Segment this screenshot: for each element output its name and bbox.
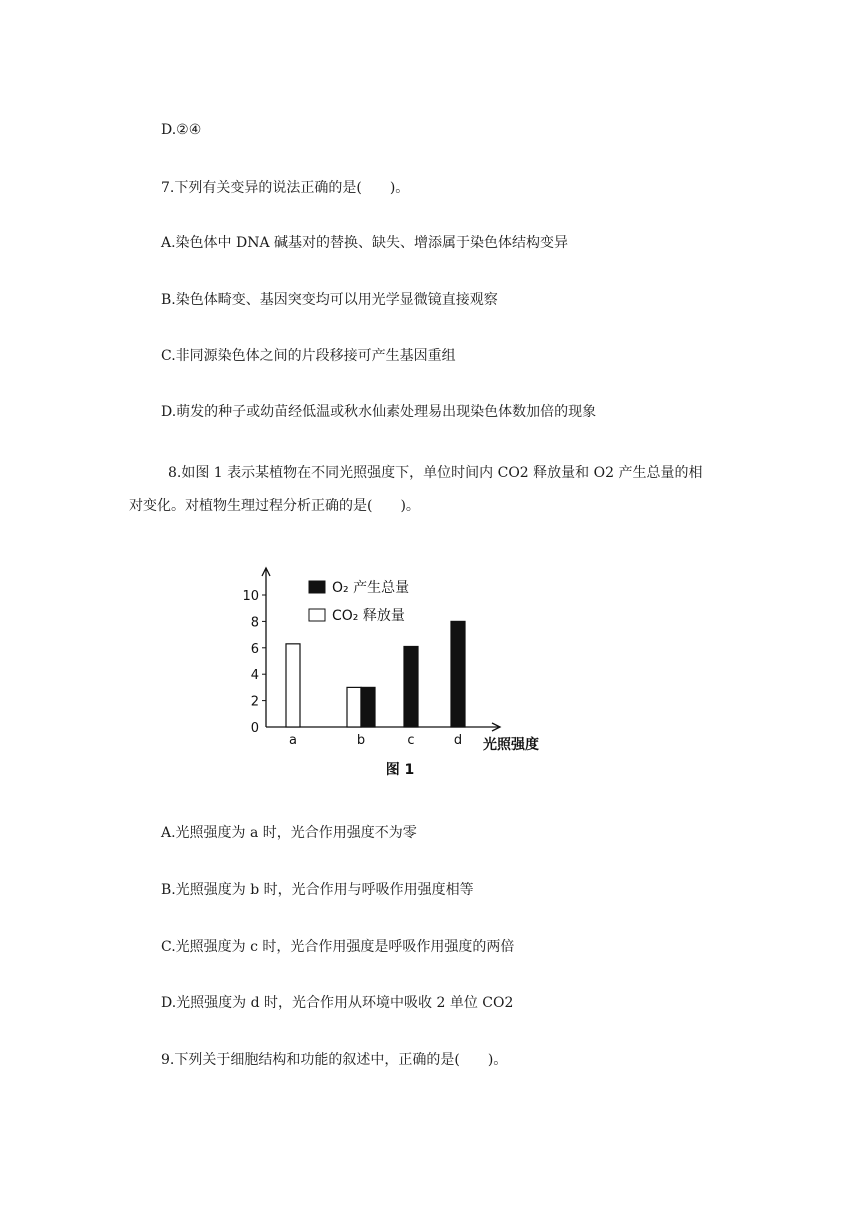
x-tick-label: b: [356, 733, 366, 748]
y-tick-label: 8: [250, 615, 259, 631]
x-tick-label: a: [289, 733, 297, 748]
question-8-option-d: D.光照强度为 d 时，光合作用从环境中吸收 2 单位 CO2: [161, 995, 514, 1011]
bar-co2-a: [286, 644, 300, 727]
question-8-option-c: C.光照强度为 c 时，光合作用强度是呼吸作用强度的两倍: [161, 939, 515, 955]
bar-chart-svg: [215, 560, 560, 785]
question-8-option-a: A.光照强度为 a 时，光合作用强度不为零: [161, 825, 417, 841]
y-tick-label: 2: [250, 694, 259, 710]
y-tick-label: 6: [250, 641, 259, 657]
bar-co2-b: [347, 687, 361, 727]
legend-label-o2: O₂ 产生总量: [332, 580, 410, 596]
bar-o2-c: [404, 646, 418, 727]
bar-o2-d: [451, 621, 465, 727]
question-7-option-c: C.非同源染色体之间的片段移接可产生基因重组: [161, 348, 456, 364]
x-tick-label: d: [453, 733, 463, 748]
previous-option-d: D.②④: [161, 122, 202, 138]
question-8-stem-line-2: 对变化。对植物生理过程分析正确的是( )。: [129, 498, 420, 514]
question-8-stem-line-1: 8.如图 1 表示某植物在不同光照强度下，单位时间内 CO2 释放量和 O2 产生总量的相: [168, 465, 703, 481]
question-9-stem: 9.下列关于细胞结构和功能的叙述中，正确的是( )。: [161, 1052, 508, 1068]
legend-swatch-co2: [309, 609, 325, 621]
legend-label-co2: CO₂ 释放量: [332, 608, 405, 624]
bar-o2-b: [361, 687, 375, 727]
question-8-option-b: B.光照强度为 b 时，光合作用与呼吸作用强度相等: [161, 882, 474, 898]
question-7-option-a: A.染色体中 DNA 碱基对的替换、缺失、增添属于染色体结构变异: [161, 235, 569, 251]
question-7-stem: 7.下列有关变异的说法正确的是( )。: [161, 180, 410, 196]
question-7-option-b: B.染色体畸变、基因突变均可以用光学显微镜直接观察: [161, 292, 498, 308]
figure-caption: 图 1: [385, 762, 415, 778]
y-tick-label: 10: [242, 589, 259, 604]
figure-1-chart: [215, 560, 560, 785]
x-tick-label: c: [407, 733, 415, 748]
question-7-option-d: D.萌发的种子或幼苗经低温或秋水仙素处理易出现染色体数加倍的现象: [161, 404, 597, 420]
y-tick-label: 0: [250, 721, 259, 736]
y-tick-label: 4: [250, 668, 259, 684]
legend-swatch-o2: [309, 581, 325, 593]
x-axis-title: 光照强度: [483, 737, 539, 753]
